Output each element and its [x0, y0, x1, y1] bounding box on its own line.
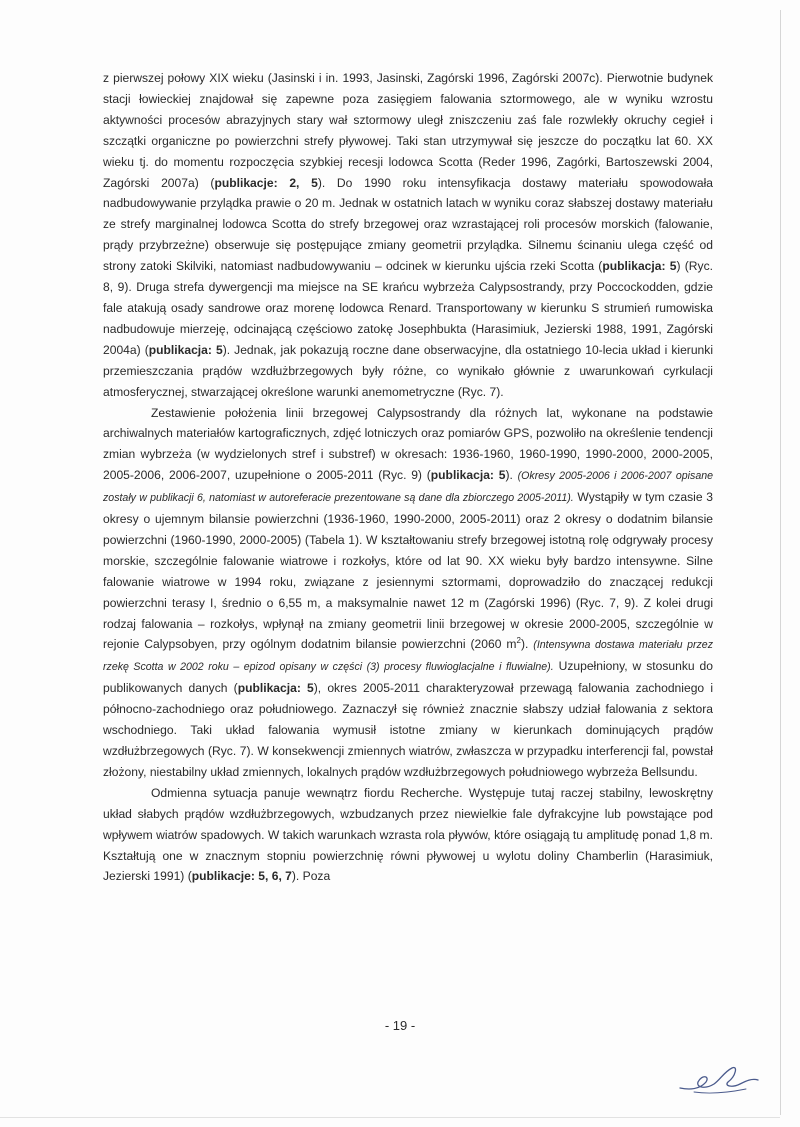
text-run: ).: [520, 637, 534, 652]
page-number: - 19 -: [384, 1018, 416, 1033]
text-run: z pierwszej połowy XIX wieku (Jasinski i in. 1993, Jasinski, Zagórski 1996, Zagórski 2007c). Pierwotnie budynek stacji łowieckiej znajdował się zapewne poza zasięgiem falowania sztormowego, ale w wyniku wzrostu aktywności procesów abrazyjnych stary wał sztormowy uległ zniszczeniu zaś fale rozwlekły okruchy cegieł i szczątki organiczne po powierzchni strefy pływowej. Taki stan utrzymywał się jeszcze do początku lat 60. XX wieku tj. do momentu rozpoczęcia szybkiej recesji lodowca Scotta (Reder 1996, Zagórki, Bartoszewski 2004, Zagórski 2007a) (: [103, 71, 713, 190]
body-text: [103, 68, 713, 887]
superscript: 2: [516, 636, 521, 646]
text-run: ) (Ryc. 8, 9). Druga strefa dywergencji ma miejsce na SE krańcu wybrzeża Calypsostrandy, przy Poccockodden, gdzie fale atakują osady sandrowe oraz morenę lodowca Renard. Transportowany w kierunku S strumień rumowiska nadbudowuje mierzeję, odcinającą częściowo zatokę Josephbukta (Harasimiuk, Jezierski 1988, 1991, Zagórski 2004a) (: [103, 259, 713, 357]
paragraph-1: [103, 68, 713, 403]
text-run: ).: [505, 468, 518, 483]
scan-edge-horizontal: [0, 1117, 780, 1118]
paragraph-2: [103, 403, 713, 783]
italic-note: (Okresy 2005-2006 i 2006-2007 opisane zostały w publikacji 6, natomiast w autoreferacie prezentowane są dane dla zbiorczego 2005-2011).: [103, 470, 713, 505]
text-run: ). Do 1990 roku intensyfikacja dostawy materiału spowodowała nadbudowywanie przylądka prawie o 20 m. Jednak w ostatnich latach w wyniku coraz słabszej dostawy materiału ze strefy marginalnej lodowca Scotta do strefy brzegowej oraz wzrastającej roli procesów morskich (falowanie, prądy przybrzeżne) obserwuje się postępujące zmiany geometrii przylądka. Silnemu ścinaniu ulega część od strony zatoki Skilviki, natomiast nadbudowywaniu – odcinek w kierunku ujścia rzeki Scotta (: [103, 175, 713, 274]
handwritten-signature: [676, 1058, 766, 1098]
text-run: Zestawienie położenia linii brzegowej Calypsostrandy dla różnych lat, wykonane na podstawie archiwalnych materiałów kartograficznych, zdjęć lotniczych oraz pomiarów GPS, pozwoliło na określenie tendencji zmian wybrzeża (w wydzielonych stref i substref) w okresach: 1936-1960, 1960-1990, 1990-2000, 2000-2005, 2005-2006, 2006-2007, uzupełnione o 2005-2011 (Ryc. 9) (: [103, 405, 713, 483]
text-run: ), okres 2005-2011 charakteryzował przewagą falowania zachodniego i północno-zachodniego oraz południowego. Zaznaczył się również znacznie słabszy udział falowania z sektora wschodniego. Taki układ falowania wymusił istotne zmiany w kierunkach dominujących prądów wzdłużbrzegowych (Ryc. 7). W konsekwencji zmiennych wiatrów, zwłaszcza w przypadku interferencji fal, powstał złożony, niestabilny układ zmiennych, lokalnych prądów wzdłużbrzegowych południowego wybrzeża Bellsundu.: [103, 681, 714, 779]
text-run: ). Jednak, jak pokazują roczne dane obserwacyjne, dla ostatniego 10-lecia układ i kierunki przemieszczania prądów wzdłużbrzegowych były różne, co wynikało głównie z uwarunkowań cyrkulacji atmosferycznej, stwarzającej określone warunki anemometryczne (Ryc. 7).: [103, 342, 714, 399]
italic-note: (Intensywna dostawa materiału przez rzekę Scotta w 2002 roku – epizod opisany w części (3) procesy fluwioglacjalne i fluwialne).: [103, 639, 713, 674]
publication-reference: publikacje: 2, 5: [214, 175, 318, 190]
publication-reference: publikacja: 5: [237, 681, 314, 696]
paragraph-3: [103, 783, 713, 888]
publication-reference: publikacja: 5: [602, 259, 677, 274]
text-run: Odmienna sytuacja panuje wewnątrz fiordu Recherche. Występuje tutaj raczej stabilny, lewoskrętny układ słabych prądów wzdłużbrzegowych, wzbudzanych przez niewielkie fale dyfrakcyjne lub powstające pod wpływem wiatrów spadowych. W takich warunkach wzrasta rola pływów, które osiągają tu amplitudę ponad 1,8 m. Kształtują one w znacznym stopniu powierzchnię równi pływowej u wylotu doliny Chamberlin (Harasimiuk, Jezierski 1991) (: [103, 785, 713, 884]
publication-reference: publikacje: 5, 6, 7: [191, 869, 292, 884]
text-run: Wystąpiły w tym czasie 3 okresy o ujemnym bilansie powierzchni (1936-1960, 1990-2000, 2005-2011) oraz 2 okresy o dodatnim bilansie powierzchni (1960-1990, 2000-2005) (Tabela 1). W kształtowaniu strefy brzegowej istotną rolę odgrywały procesy morskie, szczególnie falowanie wiatrowe i rozkołys, które od lat 90. XX wieku były bardzo intensywne. Silne falowanie wiatrowe w 1994 roku, związane z jesiennymi sztormami, doprowadziło do znaczącej redukcji powierzchni terasy I, średnio o 6,55 m, a maksymalnie nawet 12 m (Zagórski 1996) (Ryc. 7, 9). Z kolei drugi rodzaj falowania – rozkołys, wpłynął na zmiany geometrii linii brzegowej w okresie 2000-2005, szczególnie w rejonie Calypsobyen, przy ogólnym dodatnim bilansie powierzchni (2060 m: [103, 490, 713, 652]
text-run: Uzupełniony, w stosunku do publikowanych danych (: [103, 659, 713, 696]
publication-reference: publikacja: 5: [148, 342, 223, 357]
scan-edge-vertical: [780, 10, 781, 1115]
text-run: ). Poza: [291, 869, 331, 884]
publication-reference: publikacja: 5: [430, 468, 506, 483]
